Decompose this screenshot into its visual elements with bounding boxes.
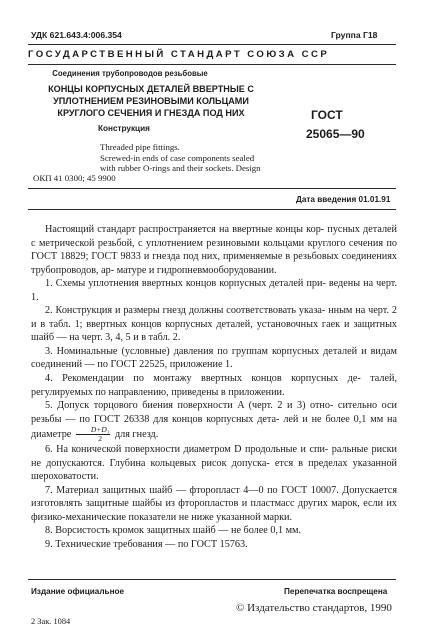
top-rule: [28, 44, 396, 45]
copyright: © Издательство стандартов, 1990: [236, 602, 392, 614]
text-line: 1. Схемы уплотнения ввертных концов корпусных деталей при-: [45, 278, 326, 290]
text-line: деталей и видам соединений — по ГОСТ 22525, приложение 1.: [31, 345, 397, 371]
reprint-notice: Перепечатка воспрещена: [284, 587, 388, 596]
doc-title-line: КОНЦЫ КОРПУСНЫХ ДЕТАЛЕЙ ВВЕРТНЫЕ С: [48, 84, 254, 94]
title-rule: [28, 188, 396, 189]
paragraph: [31, 223, 397, 277]
paragraph: [31, 399, 397, 443]
doc-subtitle: Конструкция: [98, 124, 150, 133]
text-line: установочных гаек и защитных шайб — на черт. 3, 4, 5 и в табл. 2.: [31, 318, 398, 344]
paragraph: [31, 304, 397, 345]
gost-label: ГОСТ: [311, 108, 343, 122]
fraction: [76, 426, 111, 443]
text-line: 2. Конструкция и размеры гнезд должны соответствовать указа-: [45, 305, 326, 317]
text-line: ется в пределах указанной шероховатости.: [31, 457, 398, 483]
effective-date: Дата введения 01.01.91: [296, 195, 391, 204]
text-line: кольцами круглого сечения по ГОСТ 18829; ГОСТ 9833 и гнезда: [31, 237, 398, 263]
banner-rule: [28, 64, 396, 65]
paragraph: [31, 345, 397, 372]
paragraph: [31, 372, 397, 399]
fraction-denominator: 2: [98, 434, 102, 444]
doc-supertitle: Соединения трубопроводов резьбовые: [52, 69, 208, 78]
text-line: Настоящий стандарт распространяется на ввертные концы кор-: [45, 224, 325, 235]
text-line: пластмасс других марок, если их физико-механические показатели: [31, 498, 397, 523]
date-rule: [28, 209, 396, 210]
paragraph: [31, 484, 397, 525]
doc-title-line: КРУГЛОГО СЕЧЕНИЯ И ГНЕЗДА ПОД НИХ: [57, 108, 245, 119]
text-line: 4. Рекомендации по монтажу ввертных концов корпусных де-: [45, 373, 361, 385]
text-line: не ниже указанной марки.: [178, 511, 293, 523]
gost-number: 25065—90: [306, 127, 365, 141]
text-line: ведены на черт. 1.: [31, 278, 398, 303]
standard-banner: ГОСУДАРСТВЕННЫЙ СТАНДАРТ СОЮЗА ССР: [28, 49, 330, 60]
english-title-line: Threaded pipe fittings.: [100, 142, 180, 152]
text-line: нным на черт. 2 и в табл. 1; ввертных концов корпусных деталей,: [31, 305, 397, 330]
body-text: [31, 223, 397, 552]
paragraph: 8. Ворсистость кромок защитных шайб — не более 0,1 мм.: [45, 525, 302, 537]
text-line: 3. Номинальные (условные) давления по группам корпусных: [45, 345, 320, 357]
doc-title: [22, 83, 280, 120]
group-code: Группа Г18: [331, 30, 378, 40]
footer-rule: [28, 579, 396, 580]
english-title-line: with rubber O-rings and their sockets. Design: [100, 163, 261, 174]
text-line: под них, применяемые в резьбовых соединениях трубопроводов, ар-: [31, 251, 398, 276]
english-title: [100, 142, 330, 174]
order-number: 2 Зак. 1084: [31, 617, 71, 626]
text-line: талей, регулируемых по направлению, приведены в приложении.: [31, 373, 398, 398]
paragraph: [31, 277, 397, 304]
text-line: ральные риски не допускаются. Глубина кольцевых рисок допуска-: [31, 444, 398, 469]
text-line: для гнезд.: [114, 429, 159, 441]
text-line: Допускается изготовлять защитные шайбы из фторопластов и: [31, 484, 397, 510]
okp-code: ОКП 41 0300; 45 9900: [33, 173, 116, 183]
paragraph: 9. Технические требования — по ГОСТ 15763.: [45, 539, 248, 551]
text-line: 7. Материал защитных шайб — фторопласт 4—0 по ГОСТ 10007.: [45, 484, 339, 496]
official-edition: Издание официальное: [31, 587, 125, 596]
udk-code: УДК 621.643.4:006.354: [31, 30, 122, 40]
doc-title-line: УПЛОТНЕНИЕМ РЕЗИНОВЫМИ КОЛЬЦАМИ: [53, 96, 249, 107]
text-line: лей и не более 0,1 мм на диаметре: [31, 413, 398, 441]
text-line: сительно оси резьбы — по ГОСТ 26338 для концов корпусных дета-: [31, 400, 398, 425]
english-title-line: Screwed-in ends of case components sealed: [100, 152, 255, 163]
paragraph: [31, 443, 397, 484]
text-line: 5. Допуск торцового биения поверхности A (черт. 2 и 3) отно-: [45, 400, 334, 412]
text-line: пусных деталей с метрической резьбой, с уплотнением резиновыми: [31, 224, 397, 249]
text-line: 6. На конической поверхности диаметром D продольные и спи-: [45, 444, 329, 456]
fraction-numerator: D+D₁: [76, 426, 111, 435]
text-line: матуре и гидропневмооборудовании.: [116, 264, 277, 276]
